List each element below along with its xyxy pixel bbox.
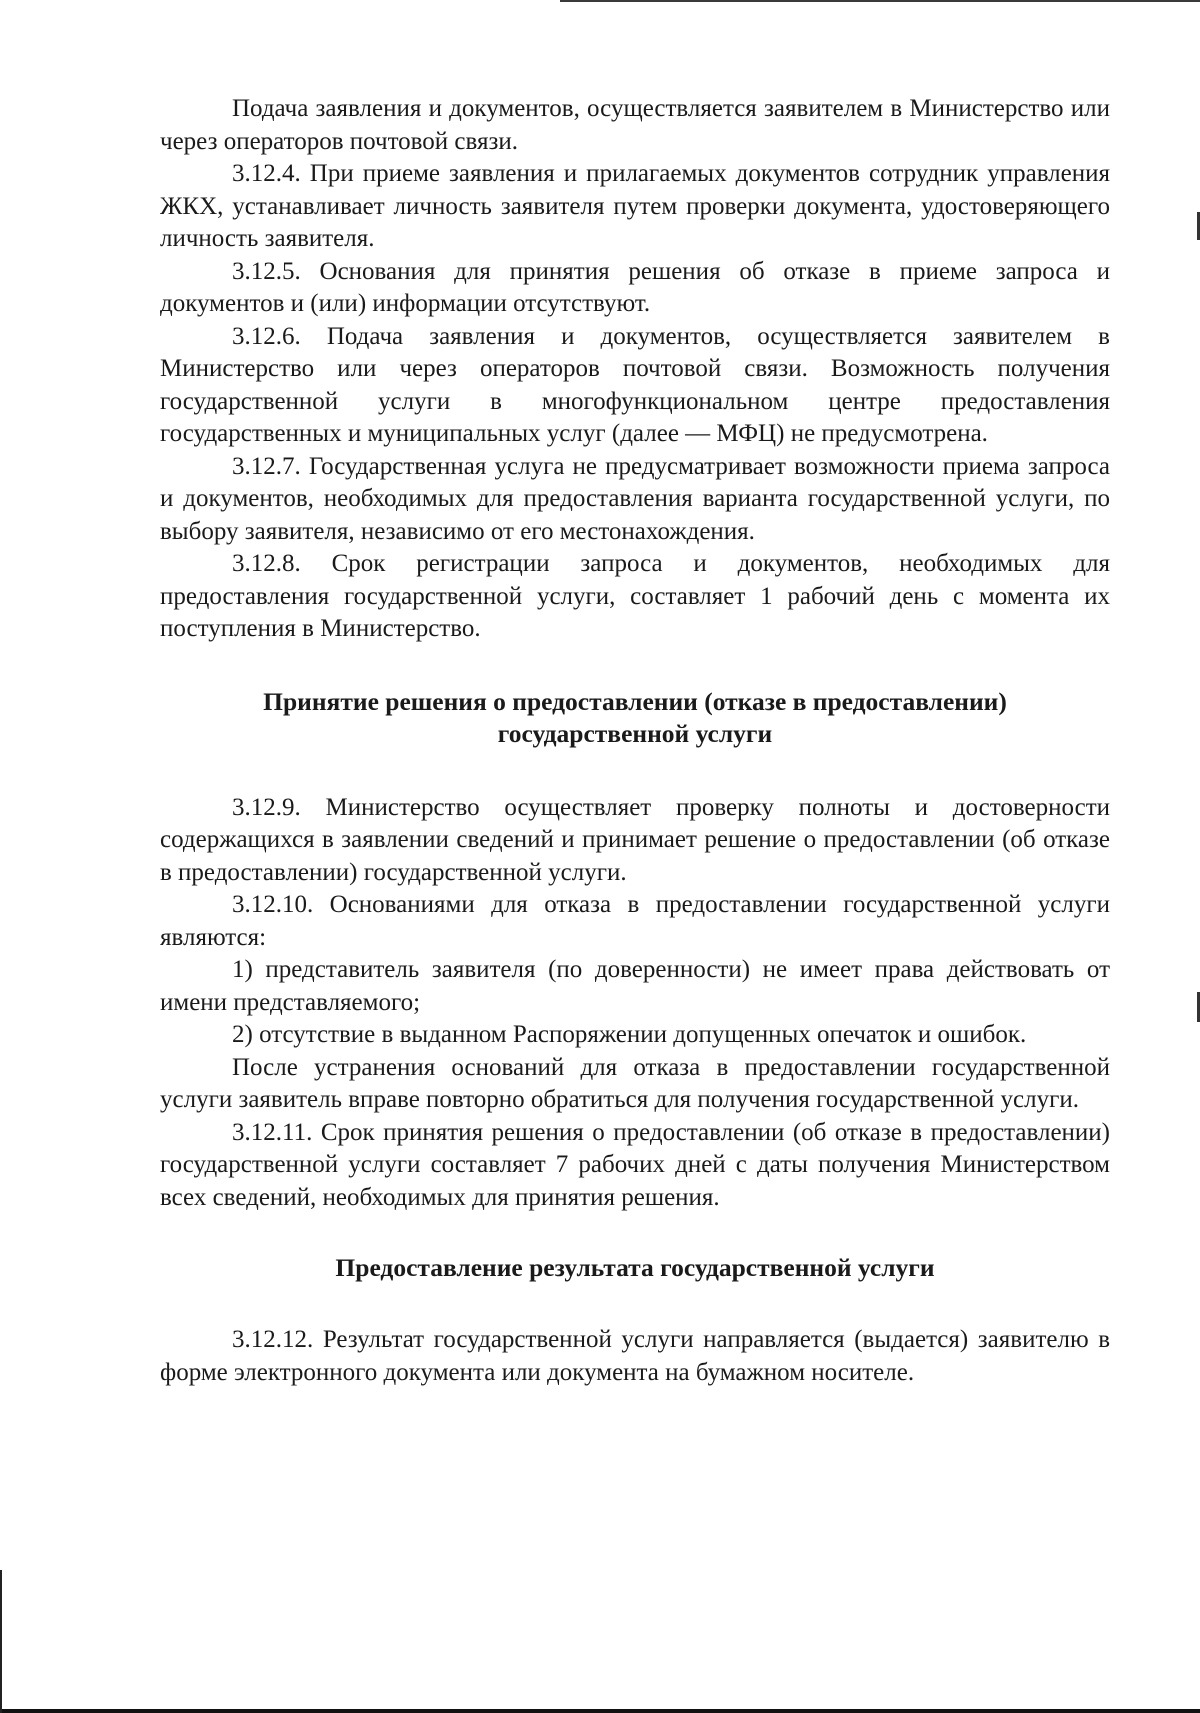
paragraph-3-12-5: 3.12.5. Основания для принятия решения об отказе в приеме запроса и документов и (или) информации отсутствуют. bbox=[160, 257, 1110, 317]
scan-edge-top bbox=[560, 0, 1200, 2]
paragraph-3-12-10: 3.12.10. Основаниями для отказа в предоставлении государственной услуги являются: bbox=[160, 891, 1110, 951]
scan-edge-bottom bbox=[0, 1709, 1200, 1713]
paragraph-3-12-9: 3.12.9. Министерство осуществляет проверку полноты и достоверности содержащихся в заявлении сведений и принимает решение о предоставлении (об отказе в предоставлении) государственной услуги. bbox=[160, 793, 1110, 886]
paragraph-3-12-8: 3.12.8. Срок регистрации запроса и документов, необходимых для предоставления государственной услуги, составляет 1 рабочий день с момента их поступления в Министерство. bbox=[160, 550, 1110, 642]
paragraph-submission: Подача заявления и документов, осуществляется заявителем в Министерство или через операторов почтовой связи. bbox=[160, 95, 1110, 155]
paragraph-reapply: После устранения оснований для отказа в предоставлении государственной услуги заявитель вправе повторно обратиться для получения государственной услуги. bbox=[160, 1053, 1110, 1113]
paragraph-3-12-4: 3.12.4. При приеме заявления и прилагаемых документов сотрудник управления ЖКХ, устанавливает личность заявителя путем проверки документа, удостоверяющего личность заявителя. bbox=[160, 160, 1110, 252]
list-item-2: 2) отсутствие в выданном Распоряжении допущенных опечаток и ошибок. bbox=[232, 1021, 1027, 1048]
paragraph-3-12-12: 3.12.12. Результат государственной услуги направляется (выдается) заявителю в форме электронного документа или документа на бумажном носителе. bbox=[160, 1326, 1110, 1386]
section-heading-decision: Принятие решения о предоставлении (отказе в предоставлении) государственной услуги bbox=[263, 686, 1007, 748]
section-heading-result: Предоставление результата государственной услуги bbox=[335, 1253, 935, 1282]
paragraph-3-12-11: 3.12.11. Срок принятия решения о предоставлении (об отказе в предоставлении) государственной услуги составляет 7 рабочих дней с даты получения Министерством всех сведений, необходимых для принятия решения. bbox=[160, 1118, 1110, 1211]
scan-edge-left bbox=[0, 1570, 2, 1713]
document-body bbox=[160, 93, 1110, 1389]
paragraph-3-12-7: 3.12.7. Государственная услуга не предусматривает возможности приема запроса и документов, необходимых для предоставления варианта государственной услуги, по выбору заявителя, независимо от его местонахождения. bbox=[160, 452, 1110, 545]
list-item-1: 1) представитель заявителя (по доверенности) не имеет права действовать от имени представляемого; bbox=[160, 956, 1110, 1016]
paragraph-3-12-6: 3.12.6. Подача заявления и документов, осуществляется заявителем в Министерство или через операторов почтовой связи. Возможность получения государственной услуги в многофункциональном центре предоставления государственных и муниципальных услуг (далее — МФЦ) не предусмотрена. bbox=[160, 322, 1110, 447]
